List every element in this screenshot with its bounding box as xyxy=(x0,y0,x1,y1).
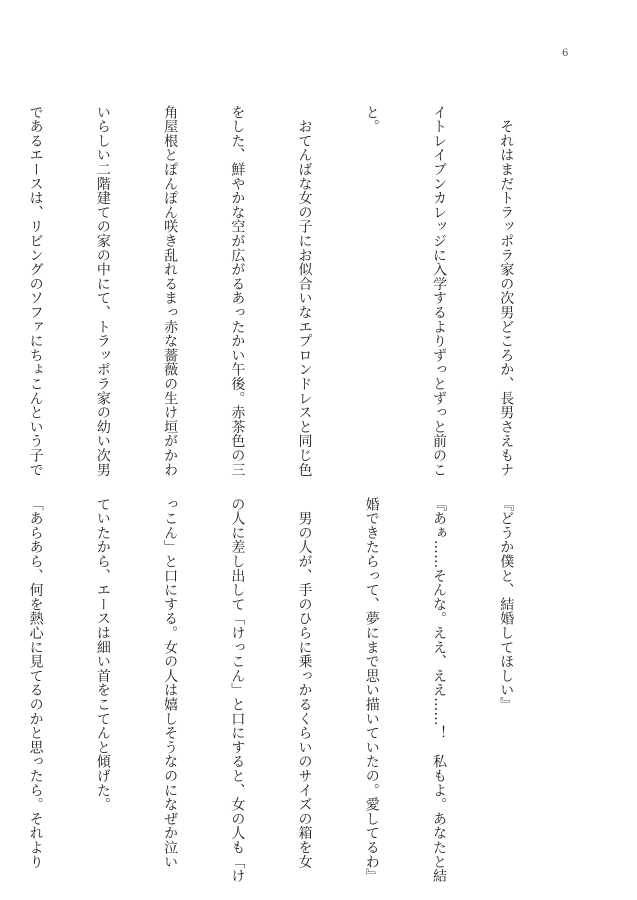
text-line: 男の人が、手のひらに乗っかるくらいのサイズの箱を女 xyxy=(296,497,313,869)
text-line: 「あらあら、何を熱心に見てるのかと思ったら。それより xyxy=(27,497,44,869)
text-line: 『どうか僕と、結婚してほしい』 xyxy=(498,497,515,712)
text-line: ていたから、エースは細い首をこてんと傾げた。 xyxy=(94,497,111,812)
text-line: であるエースは、リビングのソファにちょこんという子で xyxy=(27,105,44,477)
text-line: の人に差し出して「けっこん」と口にすると、女の人も「け xyxy=(229,497,246,884)
text-line: と。 xyxy=(363,105,380,134)
text-line: イトレイブンカレッジに入学するよりずっとずっと前のこ xyxy=(430,105,447,477)
text-line: それはまだトラッポラ家の次男どころか、長男さえもナ xyxy=(498,105,515,477)
text-line: いらしい二階建ての家の中にて、トラッポラ家の幼い次男 xyxy=(94,105,111,477)
lower-text-block xyxy=(27,497,562,884)
text-line: っこん」と口にする。女の人は嬉しそうなのになぜか泣い xyxy=(162,497,179,869)
text-line: 『あぁ……そんな。ええ、ええ……！ 私もよ。あなたと結 xyxy=(430,497,447,884)
text-line: おてんばな女の子にお似合いなエプロンドレスと同じ色 xyxy=(296,105,313,477)
text-line: をした、鮮やかな空が広がるあったかい午後。赤茶色の三 xyxy=(229,105,246,477)
page-number: 6 xyxy=(562,48,569,59)
text-line: 婚できたらって、夢にまで思い描いていたの。愛してるわ』 xyxy=(363,497,380,884)
text-line: 角屋根とぽんぽん咲き乱れるまっ赤な薔薇の生け垣がかわ xyxy=(162,105,179,477)
upper-text-block xyxy=(27,105,562,480)
